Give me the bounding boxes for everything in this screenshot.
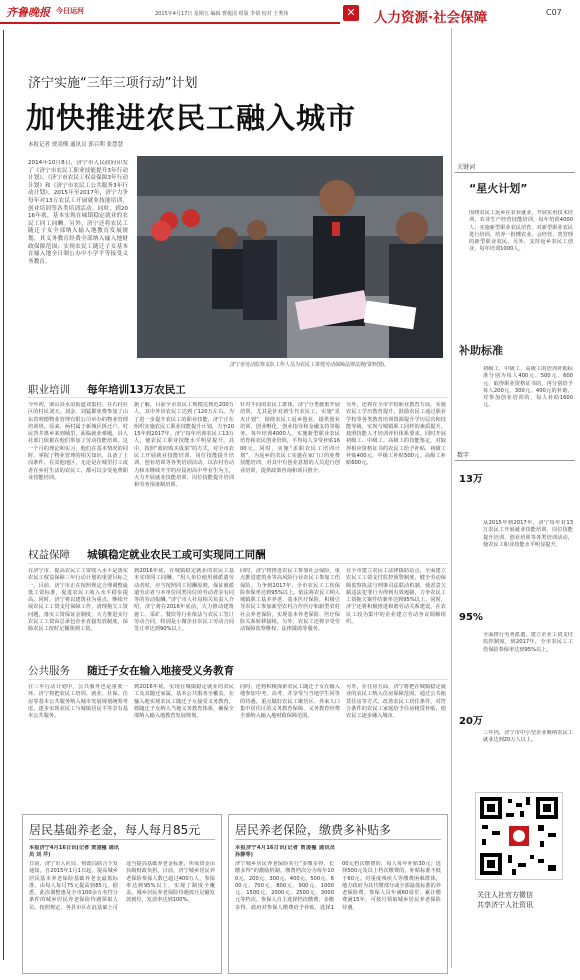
section-2-col-4: 在全市建立农民工法律援助站点，全面建立农民工工资支付监控预警制度，健全劳动保障监察执法与刑事司法联动机制，使恶意欠薪违法犯罪行为得到有效遏制，力争农民工工资拖欠案件结案率达到95%以上。同时，济宁还将积极推进和谐劳动关系建设，在农民工较为集中的企业建立劳动争议调解组织。 [346, 568, 446, 626]
number-rule [455, 460, 575, 461]
left-border [3, 30, 4, 960]
section-1-col-4: 另外，还将在全市学校职业教育方面，实施农民工学历教育提升，鼓励农民工通过职业学校等各类教育培训资源提升学历层次和技能等级，实现与城镇职工同样的素质提升。按照技能人才培训评价体系要求，同时开展初级工、中级工、高级工的技能鉴定，对取得相应资格证书的农民工给予补贴，初级工补贴400元，中级工补贴500元，高级工补贴600元。 [346, 402, 446, 467]
page-number: C07 [546, 8, 562, 17]
section-2-title: 城镇稳定就业农民工或可实现同工同酬 [87, 549, 266, 561]
section-2-col-2: 到2016年底，在城镇稳定就业的农民工基本实现同工同酬。“用人单位使用被派遣劳动者时，应当按照同工同酬原则，保证被派遣劳动者与本单位同类岗位的劳动者享有同等的劳动报酬。”济宁市人社局相关负责人介绍，济宁将在2016年底前，大力推动建筑施工、采矿、餐饮等行业依法与农民工签订劳动合同，特别是小微企业农民工劳动合同签订率达到90%以上。 [134, 568, 234, 633]
section-3-col-2: 到2016年底，实现在城镇稳定就业的农民工及其随迁家属，基本公共服务全覆盖。在输入地实现农民工随迁子女接受义务教育，将随迁子女纳入当地义务教育体系，确保全部纳入输入地教育发展规划。 [134, 684, 234, 720]
section-icon: ✕ [343, 5, 359, 21]
bottom-left-byline: 本报济宁4月16日讯(记者 贾凌槿 通讯员 刘 芹) [29, 845, 119, 859]
section-1-col-2: 据了解，目前全市农民工规模达到近200万人，其中外出农民工达到了120万左右。为了进一步提升农民工的职业技能，济宁正在组织实施农民工职业技能提升计划，力争2015年到2017年，济宁每年培训农民工13万人，使农民工职业技能水平明显提升。其中，按照“政府购买成果”的方式，对全市农民工开展就业技能培训、岗位技能提升培训、创业培训等各类培训活动。以农村劳动力和未继续升学的应届初高中毕业生为主，大力开展就业技能培训、岗位技能提升培训和劳务预备制培训。 [134, 402, 234, 489]
number-1-value: 13万 [459, 474, 483, 485]
section-2-tag: 权益保障 [28, 549, 70, 561]
section-1-col-1: 今年初，梁山县水泊街道刘集村、在石村社区的村民刘天、刘金、刘猛都免费参加了山东省明德物业管理有限公司举办的物业管理培训班。原来，两村属于新城区拆迁户，村民背井离乡来到城里，面临就业难题。县人社部门依据在他们参加了劳动技能培训。这一个月的理论和实习，他们在基本情况的同时，掌握了物业管理的相关知识，具备了上岗条件。在其他地区，无论是在城里打工或者在乡村生活的农民工，都可以享受免费职业技能培训。 [28, 402, 128, 481]
date-line: 2015年4月17日 星期五 编辑 曹俊国 组版 李倩 校对 王秀伟 [155, 11, 289, 17]
bottom-right-box [228, 814, 448, 974]
bottom-left-rule [29, 839, 215, 840]
section-3-title: 随迁子女在输入地接受义务教育 [87, 665, 235, 677]
photo-caption: 济宁市劳动监察支队工作人员为农民工讲授劳动保障法律法规(资料图)。 [230, 362, 389, 368]
photo-illustration [137, 156, 443, 358]
section-2-header [28, 543, 448, 563]
column-separator [451, 28, 452, 968]
kicker: 济宁实施“三年三项行动”计划 [28, 76, 198, 91]
section-1-rule [28, 397, 448, 398]
logo-sub: 今日运河 [56, 7, 84, 15]
qr-code-icon [476, 793, 562, 879]
qr-caption-2: 共享济宁人社资讯 [477, 901, 533, 909]
qr-code[interactable] [475, 792, 563, 880]
section-3-col-1: 在三年行动计划中，公共服务也是重要一环。济宁将把农民工培训、就业、社保、住房等基本公共服务纳入城市发展规划统筹考虑，逐步实现农民工与城镇居民平等享有基本公共服务。 [28, 684, 128, 720]
keyword-title: “星火计划” [469, 182, 528, 195]
section-1-col-3: 针对不同的农民工群体，济宁分类施策开展培训，尤其是针对新生代农民工，实施“星火计划”，围绕农民工返乡创业，提供创业培训、创业孵化、创业指导和金融支持等服务。每年培训4000人，实施新型职业农民培育和农民创业培训，平均每人享受补贴1600元。同时，实施“求职农民工培训计划”，为返乡的农民工实施在家门口的免费技能培训，对其中有创业意愿的人员进行创业培训，提供政策咨询和项目推介。 [240, 402, 340, 474]
masthead [0, 0, 580, 40]
subsidy-title: 补助标准 [459, 344, 503, 357]
keyword-label: 关键词 [457, 164, 476, 171]
number-3-desc: 三年内，济宁市中小型企业吸纳农民工就业达到20万人以上。 [483, 730, 573, 744]
section-3-tag: 公共服务 [28, 665, 70, 677]
masthead-rule [0, 22, 340, 24]
headline: 加快推进农民工融入城市 [26, 101, 357, 135]
section-1-title: 每年培训13万农民工 [87, 384, 186, 396]
number-label: 数字 [457, 452, 470, 459]
bottom-left-title: 居民基础养老金，每人每月85元 [29, 823, 201, 837]
number-2-value: 95% [459, 612, 483, 623]
bottom-right-byline: 本报济宁4月16日讯(记者 贾凌槿 通讯员 孙静等) [235, 845, 335, 859]
section-3-header [28, 659, 448, 679]
bottom-right-text: 济宁城乡居民养老保险实行“多缴多得、长缴多得”的激励机制。缴费档次分为每年100元、200元、300元、400元、500元、600元、700元、800元、900元、1000元、1500元、2000元、2500元、3000元等档次，参保人自主选择档次缴费，多缴多得。政府对参保人缴费给予补贴，选择100元档次缴费的，每人每年补贴30元；选择500元及以上档次缴费的，补贴标准不低于60元。对重度残疾人等缴费困难群体，地方政府为其代缴部分或全部最低标准的养老保险费。参保人员年满60周岁、累计缴费满15年，可按月领取城乡居民养老保险待遇。 [235, 861, 441, 911]
bottom-left-text: 日前，济宁市人社局、财政局联合下发通知，自2015年1月1日起，提高城乡居民基本养老保险基础养老金最低标准，由每人每月75元提高到85元。据悉，此次调整惠及全市100余万名符合条件的城乡居民养老保险待遇领取人员。按照规定，各县市区在此基础上可适当提高基础养老金标准，所需资金由县级财政负担。目前，济宁城乡居民养老保险参保人数已超过400万人，参保率达到95%以上，实现了制度全覆盖。城乡居民养老保险待遇按月足额发放到位，发放率达到100%。 [29, 861, 215, 911]
section-2-col-3: 同时，济宁将推进农民工参加社会保险，重点推进建筑业等高风险行业农民工参加工伤保险。力争到2017年，全市农民工工伤保险参保率达到95%以上。依法将农民工纳入城镇职工基本养老、基本医疗保险，积极引导农民工参加新型农村合作医疗和新型农村社会养老保险，实现基本养老保险、医疗保险关系转移接续。另外，农民工还将享受劳动保障监察维权、法律援助等服务。 [240, 568, 340, 633]
section-3-col-4: 另外，在住房方面，济宁将把在城镇稳定就业的农民工纳入住房保障范围，通过公共租赁住房等方式，改善农民工居住条件，对符合条件的农民工家庭给予住房租赁补贴，使农民工逐步融入城市。 [346, 684, 446, 720]
number-3-value: 20万 [459, 716, 483, 727]
qr-caption-1: 关注人社官方微信 [477, 891, 533, 899]
number-2-desc: 全面推行劳务派遣，建立企业工资支付监控制度，到2017年，全市农民工工伤保险参保率达到95%以上。 [483, 632, 573, 653]
section-2-rule [28, 563, 448, 564]
bottom-right-rule [235, 839, 441, 840]
section-2-col-1: 在济宁市，提高农民工工资收入水平是落实农民工权益保障三年行动计划的重要目标之一。目前，济宁市正在按照规定合理调整最低工资标准，促进农民工收入水平稳步提高。同时，济宁将以建筑业为重点，继续开展农民工工资支付保障工作，清理拖欠工资问题，落实工资保证金制度，大力推进实行农民工工资由总承包企业直接发放制度，保障农民工按时足额领到工资。 [28, 568, 128, 633]
bottom-right-title: 居民养老保险，缴费多补贴多 [235, 823, 392, 837]
subsidy-text: 初级工、中级工、高级工的培训补助标准分别为每人400元、500元、600元，取得职业资格证书的，再分别给予每人200元、300元、400元的补助。对参加创业培训的，每人补助1600元。 [483, 366, 573, 409]
section-title: 人力资源·社会保障 [374, 10, 488, 26]
keyword-rule [455, 172, 575, 173]
sidebar [455, 150, 577, 970]
keyword-text: 围绕农民工返乡在农业就业，开展实用技术培训，农业生产经营技能培训，每年培训4000人；实施新型职业农民培育，对新型职业农民进行培训，培养一批懂农业、会经营、善管理的新型职业农民。另外，支持返乡农民工创业，每年培训1000人。 [469, 210, 573, 253]
section-3-col-3: 同时，还将积极探索农民工随迁子女在输入地参加中考、高考，并享受与当地学生同等的待遇。重点做好农民工聚居区、外来人口集中居住区的义务教育保障，义务教育经费全部纳入输入地财政保障范围。 [240, 684, 340, 720]
logo: 齐鲁晚报 [6, 6, 50, 19]
section-3-rule [28, 679, 448, 680]
lead-body: 2014年10月8日，济宁市人民政府印发了《济宁市农民工职业技能提升3年行动计划》、《济宁市农民工权益保障3年行动计划》和《济宁市农民工公共服务3年行动计划》。2015年至2017年，济宁力争每年对13万农民工开展就业技能培训，创业培训等各类培训活动。同时，到2016年底，基本实现在城镇稳定就业的农民工同工同酬。另外，济宁还将农民工随迁子女全部纳入输入地教育发展规划，其义务教育经费全部纳入输入地财政保障范围；实现农民工随迁子女基本在输入地全日制公办中小学平等接受义务教育。 [28, 160, 128, 265]
section-1-header [28, 378, 448, 398]
lead-photo [137, 156, 443, 358]
section-1-tag: 职业培训 [28, 384, 70, 396]
number-1-desc: 从2015年到2017年，济宁每年对13万农民工开展就业技能培训、岗位技能提升培训、创业培训等各类培训活动，使农民工职业技能水平明显提升。 [483, 520, 573, 548]
bottom-left-box [22, 814, 222, 974]
byline: 本报记者 贾凌槿 通讯员 郭召利 张慧慧 [28, 142, 123, 148]
